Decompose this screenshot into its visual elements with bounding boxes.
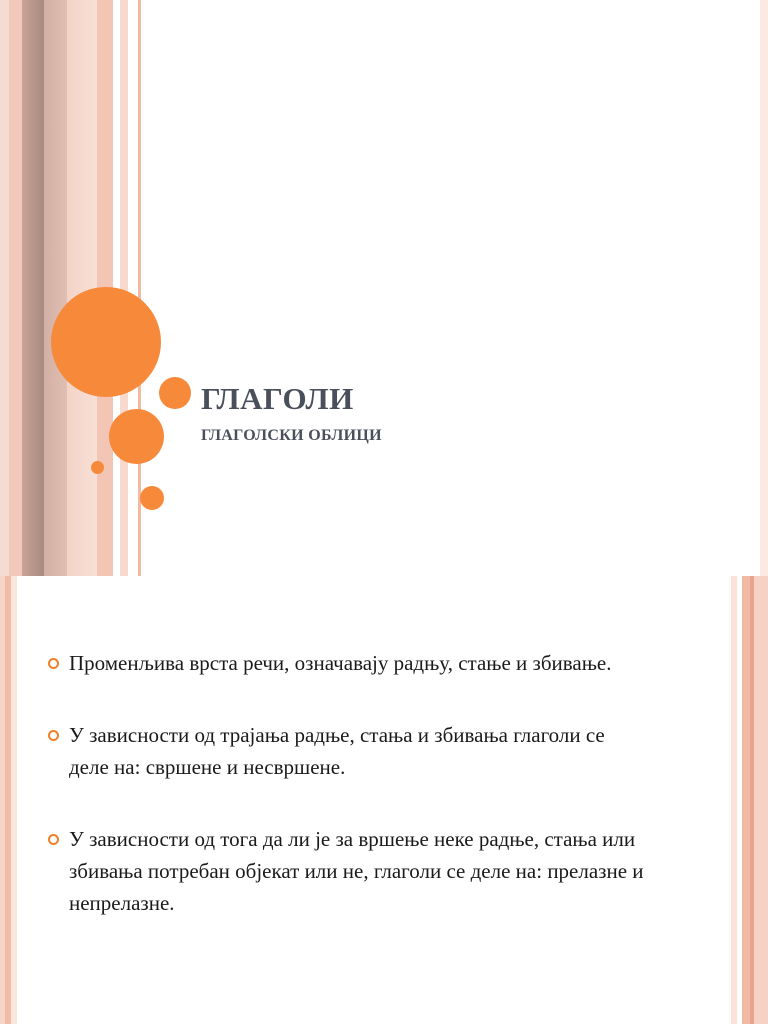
decor-stripe bbox=[754, 576, 768, 1024]
bullet-text: Променљива врста речи, означавају радњу, стање и збивање. bbox=[69, 651, 612, 675]
decor-stripe bbox=[9, 0, 22, 576]
decor-stripe bbox=[760, 0, 768, 576]
bullet-circle-icon bbox=[48, 658, 59, 669]
decor-stripe bbox=[11, 576, 17, 1024]
bullet-text: У зависности од тога да ли је за вршење неке радње, стања или збивања потребан објекат или не, глаголи се деле на: прелазне и непрелазне. bbox=[69, 827, 644, 915]
decor-circle-large bbox=[51, 287, 161, 397]
content-slide bbox=[0, 576, 768, 1024]
bullet-text: У зависности од трајања радње, стања и збивања глаголи се деле на: свршене и несвршене. bbox=[69, 723, 605, 779]
decor-stripe bbox=[0, 0, 9, 576]
bullet-item bbox=[48, 647, 648, 679]
decor-stripe bbox=[22, 0, 44, 576]
decor-stripe bbox=[128, 0, 138, 576]
bullet-circle-icon bbox=[48, 834, 59, 845]
slide-subtitle: ГЛАГОЛСКИ ОБЛИЦИ bbox=[201, 427, 382, 444]
decor-stripe bbox=[44, 0, 67, 576]
decor-stripe bbox=[120, 0, 128, 576]
bullet-item bbox=[48, 719, 648, 783]
slide-title: ГЛАГОЛИ bbox=[201, 381, 354, 416]
decor-stripe bbox=[742, 576, 750, 1024]
decor-circle-small bbox=[140, 486, 164, 510]
bullet-circle-icon bbox=[48, 730, 59, 741]
decor-circle-small bbox=[159, 377, 191, 409]
bullet-list bbox=[48, 647, 648, 959]
decor-stripe bbox=[138, 0, 141, 576]
decor-circle-tiny bbox=[91, 461, 104, 474]
bullet-item bbox=[48, 823, 648, 919]
decor-circle-medium bbox=[109, 409, 164, 464]
